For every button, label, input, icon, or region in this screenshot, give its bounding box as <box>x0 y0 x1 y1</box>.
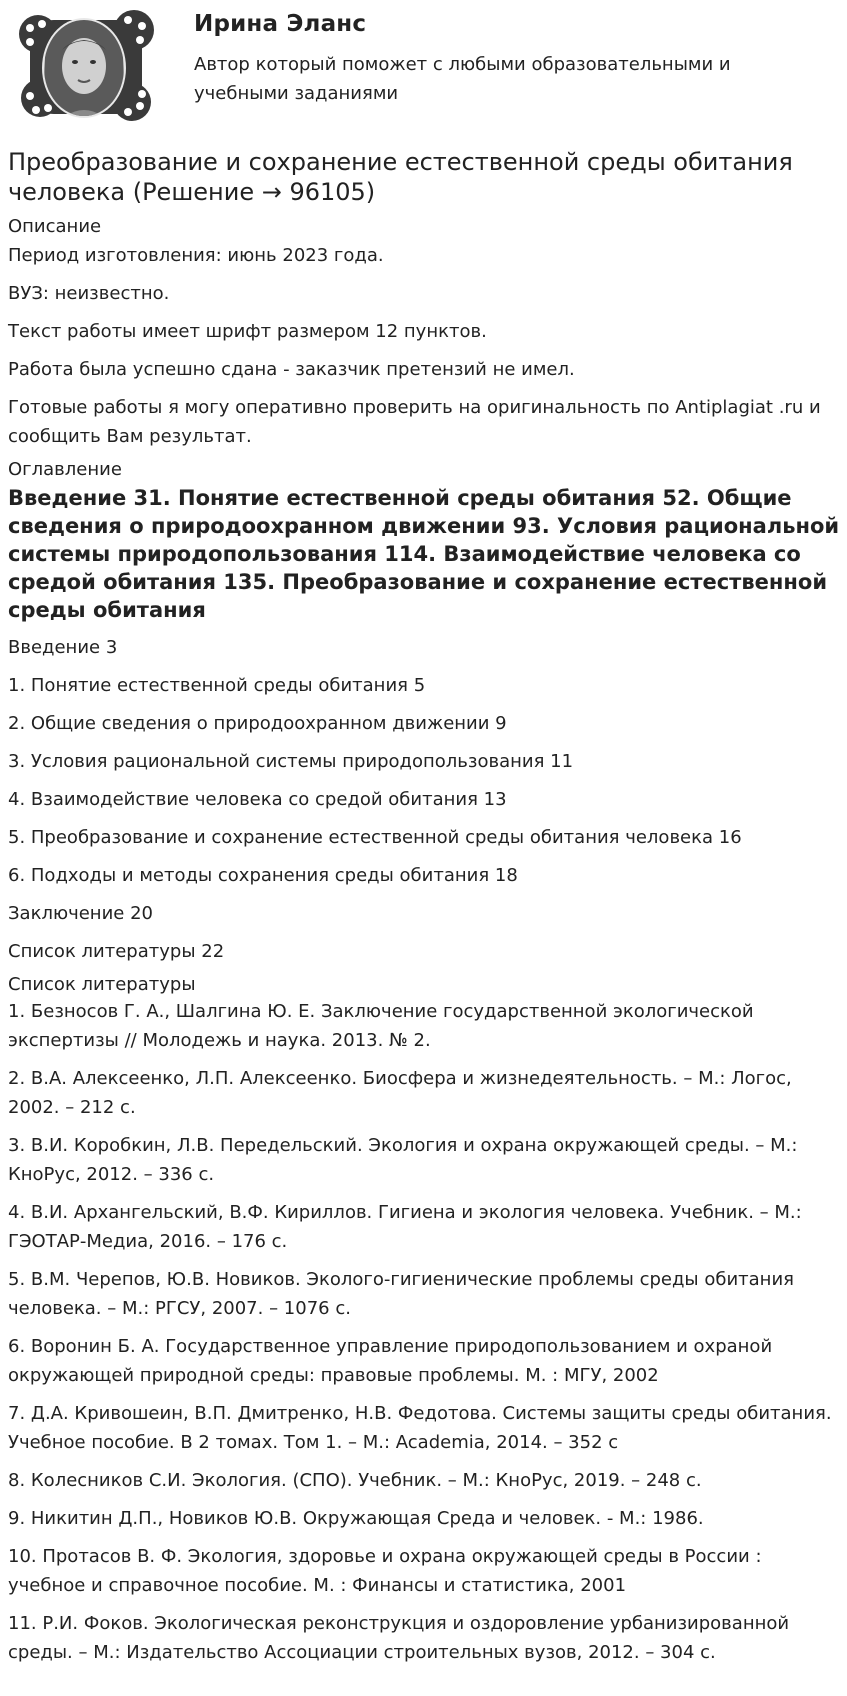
literature-item: 6. Воронин Б. А. Государственное управление природопользованием и охраной окружающей природной среды: правовые проблемы. М. : МГУ, 2002 <box>8 1336 773 1386</box>
author-avatar[interactable] <box>16 4 158 128</box>
literature-item: 9. Никитин Д.П., Новиков Ю.В. Окружающая Среда и человек. - М.: 1986. <box>8 1508 704 1529</box>
literature-item: 5. В.М. Черепов, Ю.В. Новиков. Эколого-гигиенические проблемы среды обитания человека. – М.: РГСУ, 2007. – 1076 с. <box>8 1269 794 1319</box>
contents-item: 1. Понятие естественной среды обитания 5 <box>8 675 426 696</box>
literature-item: 11. Р.И. Фоков. Экологическая реконструкция и оздоровление урбанизированной среды. – М.: Издательство Ассоциации строительных вузов, 2012. – 304 с. <box>8 1613 790 1663</box>
contents-list <box>8 633 847 966</box>
literature-item: 8. Колесников С.И. Экология. (СПО). Учебник. – М.: КноРус, 2019. – 248 с. <box>8 1470 702 1491</box>
contents-item: 2. Общие сведения о природоохранном движении 9 <box>8 713 507 734</box>
contents-item: Список литературы 22 <box>8 941 225 962</box>
description-line: Готовые работы я могу оперативно проверить на оригинальность по Antiplagiat .ru и сообщить Вам результат. <box>8 397 821 447</box>
description-label: Описание <box>8 216 102 237</box>
contents-item: 5. Преобразование и сохранение естественной среды обитания человека 16 <box>8 827 742 848</box>
literature-item: 10. Протасов В. Ф. Экология, здоровье и охрана окружающей среды в России : учебное и справочное пособие. М. : Финансы и статистика, 2001 <box>8 1546 762 1596</box>
literature-item: 7. Д.А. Кривошеин, В.П. Дмитренко, Н.В. Федотова. Системы защиты среды обитания. Учебное пособие. В 2 томах. Том 1. – М.: Academia, 2014. – 352 с <box>8 1403 832 1453</box>
description-block <box>8 241 847 451</box>
contents-item: 3. Условия рациональной системы природопользования 11 <box>8 751 574 772</box>
literature-item: 4. В.И. Архангельский, В.Ф. Кириллов. Гигиена и экология человека. Учебник. – М.: ГЭОТАР-Медиа, 2016. – 176 с. <box>8 1202 802 1252</box>
literature-list <box>8 997 847 1667</box>
description-line: ВУЗ: неизвестно. <box>8 283 170 304</box>
description-line: Работа была успешно сдана - заказчик претензий не имел. <box>8 359 575 380</box>
contents-item: Заключение 20 <box>8 903 153 924</box>
literature-item: 3. В.И. Коробкин, Л.В. Передельский. Экология и охрана окружающей среды. – М.: КноРус, 2012. – 336 с. <box>8 1135 798 1185</box>
contents-summary: Введение 31. Понятие естественной среды обитания 52. Общие сведения о природоохранном движении 93. Условия рациональной системы природопользования 114. Взаимодействие человека со средой обитания 135. Преобразование и сохранение естественной среды обитания <box>8 486 840 622</box>
author-card <box>8 0 847 132</box>
literature-item: 1. Безносов Г. А., Шалгина Ю. Е. Заключение государственной экологической экспертизы // Молодежь и наука. 2013. № 2. <box>8 1001 754 1051</box>
description-line: Период изготовления: июнь 2023 года. <box>8 245 384 266</box>
literature-label: Список литературы <box>8 974 196 995</box>
work-title: Преобразование и сохранение естественной среды обитания человека (Решение → 96105) <box>8 148 793 206</box>
author-description: Автор который поможет с любыми образовательными и учебными заданиями <box>194 54 731 104</box>
description-line: Текст работы имеет шрифт размером 12 пунктов. <box>8 321 487 342</box>
contents-item: Введение 3 <box>8 637 118 658</box>
contents-item: 4. Взаимодействие человека со средой обитания 13 <box>8 789 507 810</box>
contents-label: Оглавление <box>8 459 122 480</box>
author-name[interactable]: Ирина Эланс <box>194 11 367 37</box>
contents-item: 6. Подходы и методы сохранения среды обитания 18 <box>8 865 518 886</box>
literature-item: 2. В.А. Алексеенко, Л.П. Алексеенко. Биосфера и жизнедеятельность. – М.: Логос, 2002. – 212 с. <box>8 1068 792 1118</box>
